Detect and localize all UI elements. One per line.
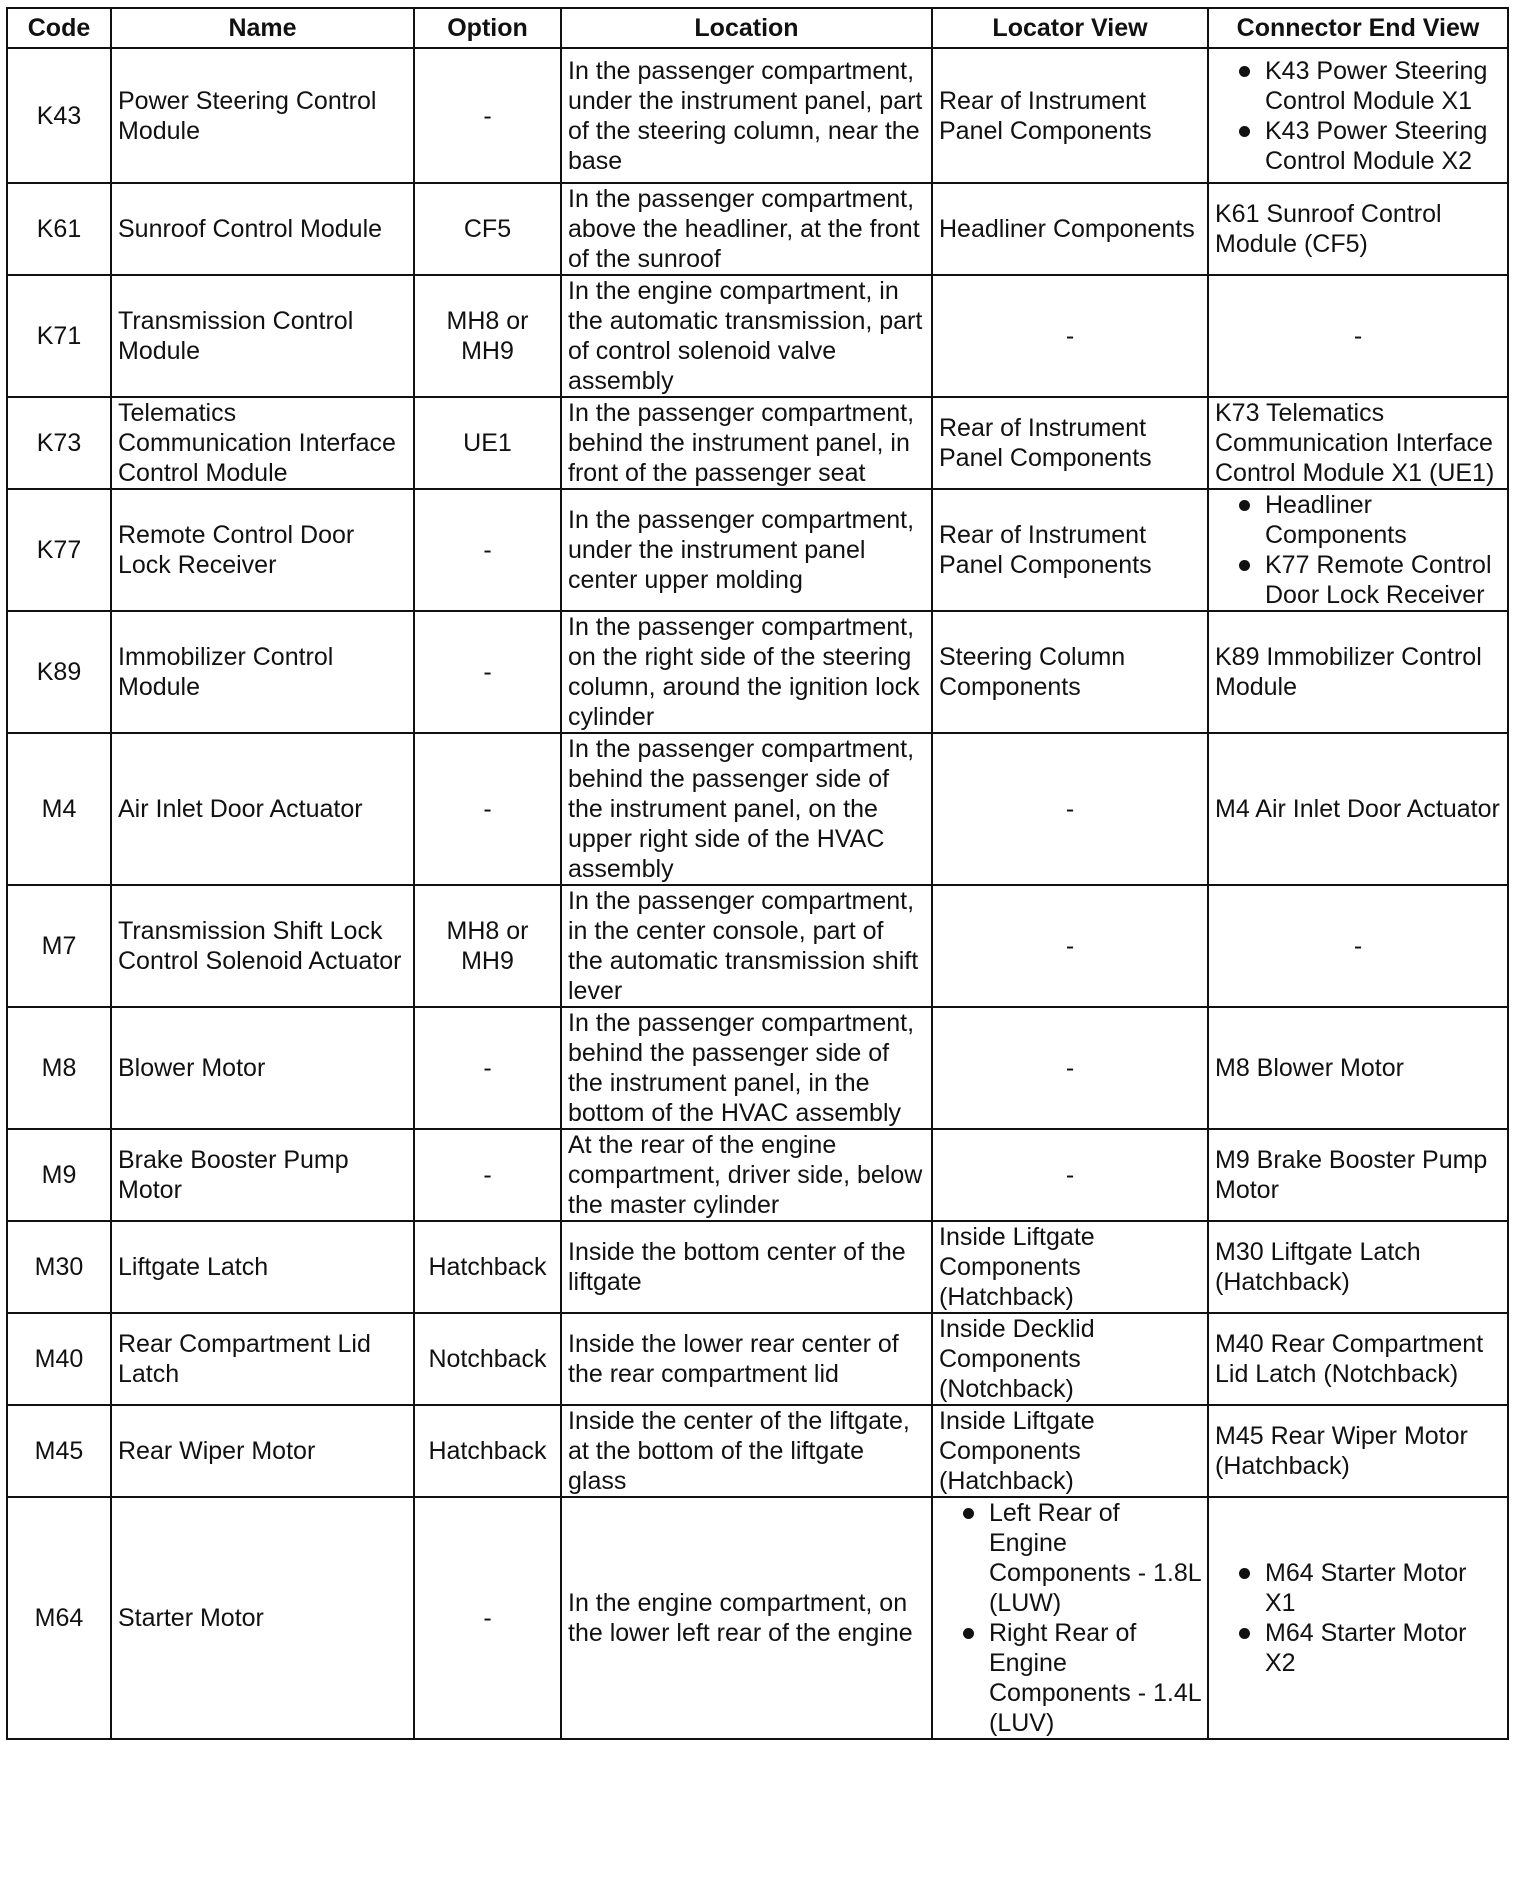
option-cell: -: [414, 1129, 561, 1221]
option-cell: CF5: [414, 183, 561, 275]
parts-table: [6, 7, 1509, 1740]
connector-end-view-cell-text: -: [1353, 932, 1363, 960]
location-cell: Inside the center of the liftgate, at the bottom of the liftgate glass: [561, 1405, 932, 1497]
code-cell: M9: [7, 1129, 111, 1221]
location-cell: In the passenger compartment, above the headliner, at the front of the sunroof: [561, 183, 932, 275]
bullet-list: [1215, 56, 1501, 176]
bullet-item: K77 Remote Control Door Lock Receiver: [1215, 550, 1501, 610]
locator-view-cell: [932, 885, 1208, 1007]
connector-end-view-cell-text: M40 Rear Compartment Lid Latch (Notchback): [1215, 1330, 1484, 1388]
name-cell: Starter Motor: [111, 1497, 414, 1739]
table-row: [7, 397, 1508, 489]
table-row: [7, 1129, 1508, 1221]
name-cell: Rear Compartment Lid Latch: [111, 1313, 414, 1405]
option-cell: -: [414, 733, 561, 885]
connector-end-view-cell-text: K89 Immobilizer Control Module: [1215, 643, 1482, 701]
option-cell: -: [414, 489, 561, 611]
name-cell: Air Inlet Door Actuator: [111, 733, 414, 885]
bullet-list: [1215, 1558, 1501, 1678]
connector-end-view-cell: [1208, 1313, 1508, 1405]
code-cell: K71: [7, 275, 111, 397]
locator-view-cell: [932, 489, 1208, 611]
bullet-item: Right Rear of Engine Components - 1.4L (LUV): [939, 1618, 1201, 1738]
bullet-item: M64 Starter Motor X1: [1215, 1558, 1501, 1618]
header-name: Name: [111, 8, 414, 48]
code-cell: M30: [7, 1221, 111, 1313]
locator-view-cell: [932, 1313, 1208, 1405]
code-cell: M40: [7, 1313, 111, 1405]
location-cell: In the engine compartment, in the automatic transmission, part of control solenoid valve assembly: [561, 275, 932, 397]
name-cell: Power Steering Control Module: [111, 48, 414, 183]
code-cell: M7: [7, 885, 111, 1007]
locator-view-cell: [932, 1221, 1208, 1313]
table-row: [7, 489, 1508, 611]
locator-view-cell-text: Headliner Components: [939, 215, 1195, 243]
table-row: [7, 611, 1508, 733]
locator-view-cell: [932, 275, 1208, 397]
connector-end-view-cell: [1208, 611, 1508, 733]
code-cell: K73: [7, 397, 111, 489]
locator-view-cell-text: Inside Decklid Components (Notchback): [939, 1315, 1095, 1403]
table-row: [7, 1007, 1508, 1129]
locator-view-cell-text: Rear of Instrument Panel Components: [939, 414, 1152, 472]
locator-view-cell-text: -: [1065, 1161, 1075, 1189]
locator-view-cell-text: Inside Liftgate Components (Hatchback): [939, 1407, 1095, 1495]
header-code: Code: [7, 8, 111, 48]
header-locator-view: Locator View: [932, 8, 1208, 48]
option-cell: Hatchback: [414, 1405, 561, 1497]
code-cell: M64: [7, 1497, 111, 1739]
locator-view-cell: [932, 48, 1208, 183]
name-cell: Blower Motor: [111, 1007, 414, 1129]
code-cell: K61: [7, 183, 111, 275]
locator-view-cell-text: Rear of Instrument Panel Components: [939, 86, 1152, 145]
name-cell: Transmission Shift Lock Control Solenoid Actuator: [111, 885, 414, 1007]
table-row: [7, 1221, 1508, 1313]
connector-end-view-cell: [1208, 489, 1508, 611]
code-cell: M8: [7, 1007, 111, 1129]
table-row: [7, 275, 1508, 397]
locator-view-cell: [932, 1497, 1208, 1739]
connector-end-view-cell-text: M30 Liftgate Latch (Hatchback): [1215, 1238, 1421, 1296]
locator-view-cell: [932, 183, 1208, 275]
connector-end-view-cell: [1208, 733, 1508, 885]
connector-end-view-cell: [1208, 1129, 1508, 1221]
header-location: Location: [561, 8, 932, 48]
locator-view-cell-text: Inside Liftgate Components (Hatchback): [939, 1223, 1095, 1311]
location-cell: In the passenger compartment, behind the instrument panel, in front of the passenger seat: [561, 397, 932, 489]
code-cell: M45: [7, 1405, 111, 1497]
option-cell: UE1: [414, 397, 561, 489]
name-cell: Remote Control Door Lock Receiver: [111, 489, 414, 611]
bullet-item: M64 Starter Motor X2: [1215, 1618, 1501, 1678]
locator-view-cell-text: -: [1065, 932, 1075, 960]
location-cell: In the passenger compartment, in the center console, part of the automatic transmission shift lever: [561, 885, 932, 1007]
connector-end-view-cell: [1208, 48, 1508, 183]
location-cell: In the passenger compartment, under the instrument panel center upper molding: [561, 489, 932, 611]
name-cell: Immobilizer Control Module: [111, 611, 414, 733]
locator-view-cell: [932, 397, 1208, 489]
locator-view-cell-text: Steering Column Components: [939, 643, 1126, 701]
header-option: Option: [414, 8, 561, 48]
code-cell: M4: [7, 733, 111, 885]
connector-end-view-cell: [1208, 183, 1508, 275]
location-cell: In the passenger compartment, behind the passenger side of the instrument panel, in the bottom of the HVAC assembly: [561, 1007, 932, 1129]
name-cell: Sunroof Control Module: [111, 183, 414, 275]
bullet-item: Headliner Components: [1215, 490, 1501, 550]
option-cell: -: [414, 1007, 561, 1129]
locator-view-cell: [932, 1129, 1208, 1221]
header-connector-end-view: Connector End View: [1208, 8, 1508, 48]
connector-end-view-cell: [1208, 1007, 1508, 1129]
locator-view-cell: [932, 611, 1208, 733]
bullet-item: K43 Power Steering Control Module X2: [1215, 116, 1501, 176]
name-cell: Telematics Communication Interface Control Module: [111, 397, 414, 489]
code-cell: K89: [7, 611, 111, 733]
connector-end-view-cell: [1208, 1405, 1508, 1497]
table-row: [7, 1405, 1508, 1497]
table-row: [7, 48, 1508, 183]
connector-end-view-cell: [1208, 1497, 1508, 1739]
code-cell: K77: [7, 489, 111, 611]
option-cell: MH8 or MH9: [414, 885, 561, 1007]
location-cell: In the passenger compartment, under the instrument panel, part of the steering column, near the base: [561, 48, 932, 183]
location-cell: In the passenger compartment, on the right side of the steering column, around the ignition lock cylinder: [561, 611, 932, 733]
table-row: [7, 183, 1508, 275]
table-row: [7, 885, 1508, 1007]
locator-view-cell-text: -: [1065, 1054, 1075, 1082]
name-cell: Transmission Control Module: [111, 275, 414, 397]
bullet-item: Left Rear of Engine Components - 1.8L (LUW): [939, 1498, 1201, 1618]
table-row: [7, 733, 1508, 885]
locator-view-cell: [932, 733, 1208, 885]
option-cell: Hatchback: [414, 1221, 561, 1313]
locator-view-cell-text: -: [1065, 322, 1075, 350]
connector-end-view-cell-text: M4 Air Inlet Door Actuator: [1215, 795, 1500, 823]
connector-end-view-cell-text: M9 Brake Booster Pump Motor: [1215, 1146, 1488, 1204]
bullet-list: [1215, 490, 1501, 610]
location-cell: In the passenger compartment, behind the passenger side of the instrument panel, on the upper right side of the HVAC assembly: [561, 733, 932, 885]
connector-end-view-cell-text: K61 Sunroof Control Module (CF5): [1215, 200, 1442, 258]
option-cell: MH8 or MH9: [414, 275, 561, 397]
location-cell: At the rear of the engine compartment, driver side, below the master cylinder: [561, 1129, 932, 1221]
locator-view-cell-text: -: [1065, 795, 1075, 823]
option-cell: -: [414, 1497, 561, 1739]
table-row: [7, 1313, 1508, 1405]
location-cell: Inside the bottom center of the liftgate: [561, 1221, 932, 1313]
location-cell: Inside the lower rear center of the rear compartment lid: [561, 1313, 932, 1405]
location-cell: In the engine compartment, on the lower left rear of the engine: [561, 1497, 932, 1739]
code-cell: K43: [7, 48, 111, 183]
option-cell: -: [414, 611, 561, 733]
table-row: [7, 1497, 1508, 1739]
bullet-item: K43 Power Steering Control Module X1: [1215, 56, 1501, 116]
locator-view-cell-text: Rear of Instrument Panel Components: [939, 521, 1152, 579]
connector-end-view-cell: [1208, 885, 1508, 1007]
locator-view-cell: [932, 1405, 1208, 1497]
option-cell: Notchback: [414, 1313, 561, 1405]
connector-end-view-cell-text: -: [1353, 322, 1363, 350]
option-cell: -: [414, 48, 561, 183]
connector-end-view-cell: [1208, 275, 1508, 397]
name-cell: Brake Booster Pump Motor: [111, 1129, 414, 1221]
connector-end-view-cell-text: K73 Telematics Communication Interface Control Module X1 (UE1): [1215, 399, 1495, 487]
header-row: [7, 8, 1508, 48]
name-cell: Rear Wiper Motor: [111, 1405, 414, 1497]
connector-end-view-cell-text: M8 Blower Motor: [1215, 1054, 1404, 1082]
connector-end-view-cell: [1208, 397, 1508, 489]
locator-view-cell: [932, 1007, 1208, 1129]
bullet-list: [939, 1498, 1201, 1738]
name-cell: Liftgate Latch: [111, 1221, 414, 1313]
component-locator-table: [6, 7, 1507, 1740]
connector-end-view-cell: [1208, 1221, 1508, 1313]
connector-end-view-cell-text: M45 Rear Wiper Motor (Hatchback): [1215, 1422, 1468, 1480]
